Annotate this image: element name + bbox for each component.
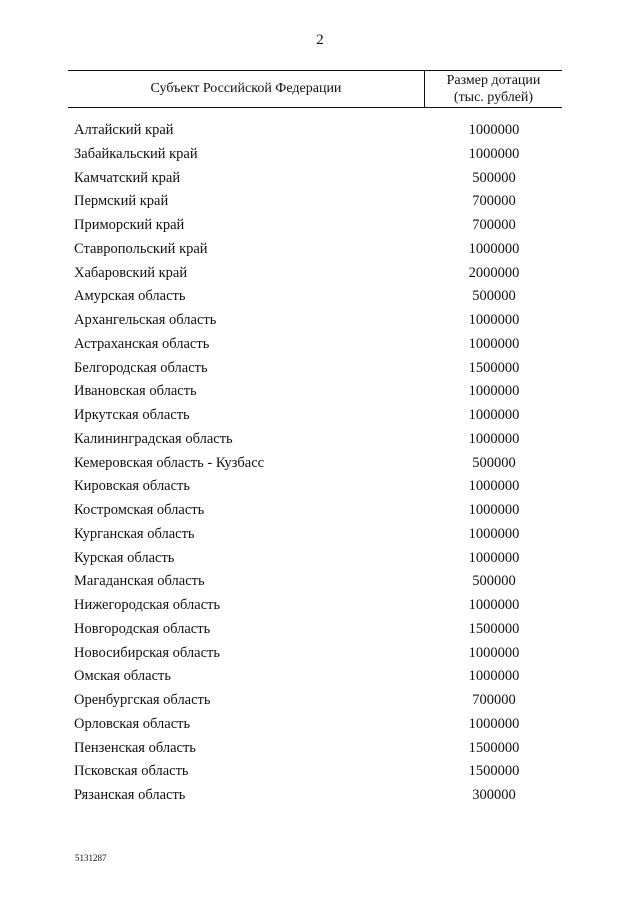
subsidy-amount: 500000	[472, 288, 516, 305]
subsidy-amount: 1000000	[468, 430, 520, 447]
table-row	[74, 215, 562, 239]
table-row	[74, 476, 562, 500]
table-row	[74, 571, 562, 595]
table-row	[74, 666, 562, 690]
table-row	[74, 191, 562, 215]
table-row	[74, 500, 562, 524]
subject-name: Хабаровский край	[74, 264, 188, 281]
page-number: 2	[316, 32, 324, 48]
subject-name: Орловская область	[74, 715, 191, 732]
subsidy-amount: 700000	[472, 193, 516, 210]
subsidy-amount: 1000000	[468, 312, 520, 328]
subject-name: Нижегородская область	[74, 597, 221, 613]
subject-name: Оренбургская область	[74, 692, 211, 708]
subject-name: Кировская область	[74, 478, 191, 495]
subject-name: Архангельская область	[74, 312, 217, 328]
subsidy-amount: 1000000	[468, 525, 520, 542]
subsidy-amount: 500000	[472, 169, 516, 186]
subject-name: Пензенская область	[74, 739, 196, 756]
table-body	[74, 120, 562, 809]
table-row	[74, 524, 562, 548]
table-row	[74, 334, 562, 358]
subject-name: Рязанская область	[74, 787, 186, 803]
table-header	[68, 70, 562, 108]
subject-name: Пермский край	[74, 193, 169, 210]
table-row	[74, 120, 562, 144]
amount-header-line1: Размер дотации	[446, 73, 541, 88]
subsidy-amount: 500000	[472, 454, 516, 471]
subsidy-amount: 500000	[472, 573, 516, 590]
subject-name: Иркутская область	[74, 407, 190, 423]
subsidy-amount: 700000	[472, 217, 516, 233]
subsidy-amount: 1000000	[468, 335, 520, 352]
subsidy-amount: 2000000	[468, 264, 520, 281]
subject-name: Магаданская область	[74, 573, 205, 590]
table-row	[74, 358, 562, 382]
table-row	[74, 286, 562, 310]
subsidy-amount: 1000000	[468, 240, 520, 257]
table-row	[74, 429, 562, 453]
subject-name: Забайкальский край	[74, 145, 198, 162]
table-row	[74, 144, 562, 168]
table-row	[74, 595, 562, 619]
table-row	[74, 310, 562, 334]
subsidy-amount: 1500000	[468, 620, 520, 637]
table-row	[74, 453, 562, 477]
subsidy-amount: 1000000	[468, 407, 520, 423]
table-row	[74, 548, 562, 572]
subsidy-amount: 1500000	[468, 739, 520, 756]
subject-name: Курская область	[74, 549, 175, 566]
subsidy-amount: 1500000	[468, 359, 520, 376]
table-row	[74, 168, 562, 192]
subject-name: Новгородская область	[74, 620, 211, 637]
subject-name: Псковская область	[74, 763, 189, 780]
subsidy-amount: 700000	[472, 692, 516, 708]
subject-name: Калининградская область	[74, 430, 233, 447]
subsidy-amount: 1500000	[468, 763, 520, 780]
subsidy-amount: 1000000	[468, 122, 520, 138]
table-row	[74, 405, 562, 429]
table-row	[74, 381, 562, 405]
subject-name: Астраханская область	[74, 335, 210, 352]
subject-name: Костромская область	[74, 502, 205, 518]
subject-name: Кемеровская область - Кузбасс	[74, 454, 265, 471]
table-row	[74, 690, 562, 714]
table-row	[74, 761, 562, 785]
subject-name: Омская область	[74, 668, 171, 685]
amount-column-header	[425, 72, 562, 106]
subsidy-amount: 1000000	[468, 549, 520, 566]
table-row	[74, 263, 562, 287]
subject-name: Камчатский край	[74, 169, 181, 186]
table-row	[74, 714, 562, 738]
subject-name: Амурская область	[74, 288, 186, 305]
subsidy-amount: 1000000	[468, 383, 520, 400]
subject-name: Новосибирская область	[74, 644, 220, 661]
table-row	[74, 785, 562, 809]
subsidy-amount: 1000000	[468, 145, 520, 162]
table-row	[74, 643, 562, 667]
table-row	[74, 239, 562, 263]
subsidy-amount: 1000000	[468, 502, 520, 518]
subsidy-amount: 1000000	[468, 715, 520, 732]
subsidy-amount: 1000000	[468, 668, 520, 685]
subject-name: Курганская область	[74, 525, 195, 542]
table-row	[74, 619, 562, 643]
document-code: 5131287	[75, 853, 107, 863]
subsidy-amount: 300000	[472, 787, 516, 803]
subsidy-amount: 1000000	[468, 478, 520, 495]
subsidy-amount: 1000000	[468, 644, 520, 661]
amount-header-line2: (тыс. рублей)	[453, 90, 534, 105]
subject-name: Ставропольский край	[74, 240, 208, 257]
subject-column-header: Субъект Российской Федерации	[150, 81, 342, 96]
subject-name: Приморский край	[74, 217, 185, 233]
subsidy-amount: 1000000	[468, 597, 520, 613]
subject-name: Белгородская область	[74, 359, 208, 376]
table-row	[74, 738, 562, 762]
subject-name: Ивановская область	[74, 383, 197, 400]
subject-name: Алтайский край	[74, 122, 174, 138]
